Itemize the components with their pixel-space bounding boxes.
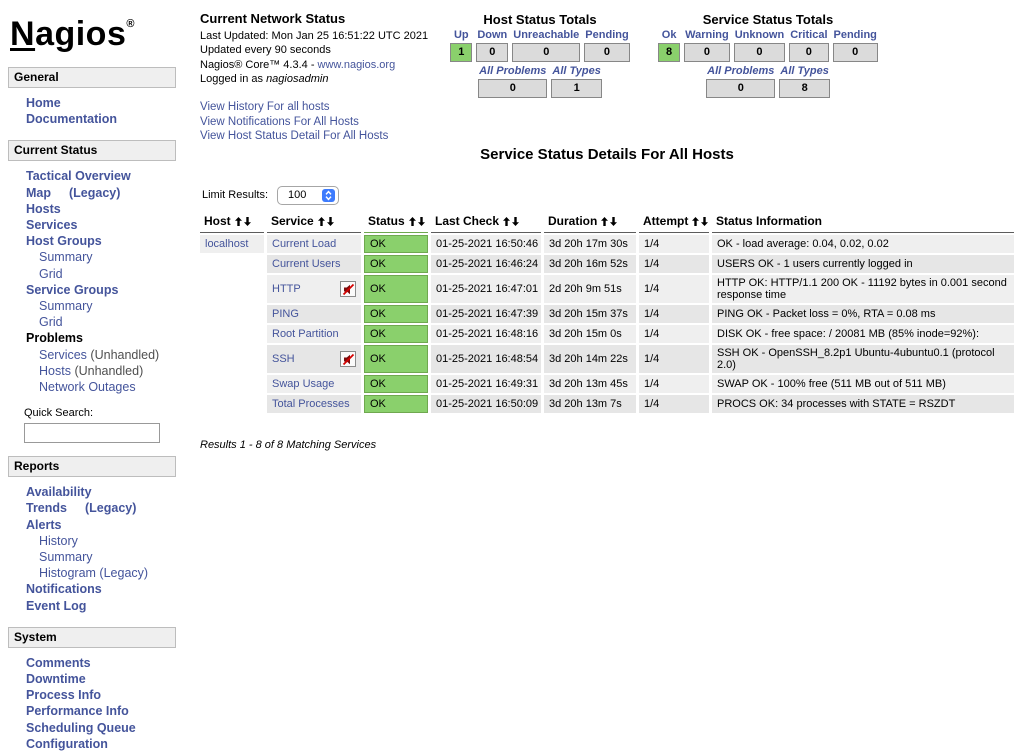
attempt-cell: 1/4 xyxy=(639,305,709,323)
service-link[interactable]: Current Users xyxy=(272,258,341,270)
service-cell xyxy=(267,325,361,343)
sidebar-item-alert-summary[interactable]: Summary xyxy=(39,550,93,565)
status-cell: OK xyxy=(364,325,428,343)
nav-current-status xyxy=(0,168,184,395)
host-unreachable-count[interactable]: 0 xyxy=(512,43,580,62)
header-host: Host xyxy=(200,212,264,233)
host-up-count[interactable]: 1 xyxy=(450,43,472,62)
service-totals-table xyxy=(655,28,881,64)
status-cell: OK xyxy=(364,255,428,273)
sidebar-item-home[interactable]: Home xyxy=(26,96,61,110)
sort-asc-icon[interactable] xyxy=(318,217,325,226)
service-all-problems-label: All Problems xyxy=(707,65,775,77)
table-row xyxy=(200,255,1014,273)
quick-search-input[interactable] xyxy=(24,423,160,443)
service-warning-count[interactable]: 0 xyxy=(684,43,730,62)
host-pending-label: Pending xyxy=(585,29,629,41)
host-all-problems-label: All Problems xyxy=(479,65,547,77)
version-line: Nagios® Core™ 4.3.4 - www.nagios.org xyxy=(200,58,396,71)
service-cell xyxy=(267,275,361,303)
host-pending-count[interactable]: 0 xyxy=(584,43,629,62)
service-ok-label: Ok xyxy=(661,29,677,41)
host-all-problems-count[interactable]: 0 xyxy=(478,79,547,98)
host-down-label: Down xyxy=(477,29,508,41)
sort-desc-icon[interactable] xyxy=(512,217,519,226)
last-check-cell: 01-25-2021 16:48:16 xyxy=(431,325,541,343)
sidebar-item-alert-history[interactable]: History xyxy=(39,533,78,548)
limit-results-row xyxy=(202,185,1014,205)
service-ok-count[interactable]: 8 xyxy=(658,43,680,62)
table-header-row xyxy=(200,212,1014,233)
host-cell xyxy=(200,325,264,343)
host-totals-summary-table xyxy=(475,64,605,100)
host-cell xyxy=(200,305,264,323)
select-stepper-icon xyxy=(322,189,335,202)
header-status-information: Status Information xyxy=(712,212,1014,233)
sidebar-item-service-groups[interactable]: Service Groups xyxy=(26,282,119,297)
table-row xyxy=(200,325,1014,343)
sidebar-item-documentation[interactable]: Documentation xyxy=(26,112,117,127)
last-check-cell: 01-25-2021 16:46:24 xyxy=(431,255,541,273)
section-general: General xyxy=(8,67,176,88)
main-content xyxy=(200,146,1014,451)
sort-desc-icon[interactable] xyxy=(610,217,617,226)
host-cell xyxy=(200,395,264,413)
header-duration: Duration xyxy=(544,212,636,233)
sidebar-item-map[interactable]: Map xyxy=(26,185,51,200)
host-all-types-count[interactable]: 1 xyxy=(551,79,602,98)
service-cell xyxy=(267,255,361,273)
service-cell xyxy=(267,305,361,323)
sort-asc-icon[interactable] xyxy=(692,217,699,226)
registered-mark: ® xyxy=(126,18,135,30)
service-link[interactable]: Root Partition xyxy=(272,328,339,340)
nav-system xyxy=(0,655,184,752)
table-row xyxy=(200,395,1014,413)
table-row xyxy=(200,305,1014,323)
status-info-cell: OK - load average: 0.04, 0.02, 0.02 xyxy=(712,235,1014,253)
results-count: Results 1 - 8 of 8 Matching Services xyxy=(200,439,377,451)
notifications-disabled-icon[interactable] xyxy=(340,281,356,297)
logged-in-line: Logged in as nagiosadmin xyxy=(200,73,329,86)
sidebar-item-network-outages[interactable]: Network Outages xyxy=(39,380,136,395)
sidebar-item-hosts[interactable]: Hosts xyxy=(26,201,61,216)
sidebar-item-notifications[interactable]: Notifications xyxy=(26,582,102,597)
sidebar-item-performance-info[interactable]: Performance Info xyxy=(26,704,129,719)
attempt-cell: 1/4 xyxy=(639,275,709,303)
sidebar-item-availability[interactable]: Availability xyxy=(26,485,92,500)
service-warning-label: Warning xyxy=(685,29,729,41)
sidebar-item-alerts[interactable]: Alerts xyxy=(26,517,62,532)
last-check-cell: 01-25-2021 16:49:31 xyxy=(431,375,541,393)
sidebar-item-servicegroup-grid[interactable]: Grid xyxy=(39,315,63,330)
current-network-status xyxy=(200,12,450,144)
sidebar-item-trends-legacy[interactable]: (Legacy) xyxy=(85,501,137,516)
nav-general xyxy=(0,95,184,127)
last-updated: Last Updated: Mon Jan 25 16:51:22 UTC 2021 xyxy=(200,29,429,42)
view-history-link[interactable]: View History For all hosts xyxy=(200,100,330,113)
sort-desc-icon[interactable] xyxy=(327,217,334,226)
service-critical-label: Critical xyxy=(790,29,828,41)
limit-results-value: 100 xyxy=(288,189,307,201)
service-critical-count[interactable]: 0 xyxy=(789,43,828,62)
status-info-cell: SWAP OK - 100% free (511 MB out of 511 MB) xyxy=(712,375,1014,393)
host-totals-table xyxy=(447,28,632,64)
service-link[interactable]: Swap Usage xyxy=(272,378,335,390)
sort-asc-icon[interactable] xyxy=(601,217,608,226)
service-totals-summary-table xyxy=(703,64,833,100)
service-link[interactable]: SSH xyxy=(272,353,295,365)
status-info-cell: SSH OK - OpenSSH_8.2p1 Ubuntu-4ubuntu0.1 (protocol 2.0) xyxy=(712,345,1014,373)
status-info-cell: PROCS OK: 34 processes with STATE = RSZDT xyxy=(712,395,1014,413)
status-info-cell: USERS OK - 1 users currently logged in xyxy=(712,255,1014,273)
sort-asc-icon[interactable] xyxy=(503,217,510,226)
host-cell xyxy=(200,255,264,273)
view-host-status-detail-link[interactable]: View Host Status Detail For All Hosts xyxy=(200,130,389,143)
limit-results-select[interactable] xyxy=(277,186,339,205)
sidebar-item-trends[interactable]: Trends xyxy=(26,501,67,516)
host-totals-title: Host Status Totals xyxy=(483,12,597,27)
network-status-title: Current Network Status xyxy=(200,11,346,26)
status-cell: OK xyxy=(364,345,428,373)
last-check-cell: 01-25-2021 16:50:09 xyxy=(431,395,541,413)
status-info-cell: HTTP OK: HTTP/1.1 200 OK - 11192 bytes in 0.001 second response time xyxy=(712,275,1014,303)
duration-cell: 3d 20h 14m 22s xyxy=(544,345,636,373)
sort-asc-icon[interactable] xyxy=(409,217,416,226)
service-status-table xyxy=(200,212,1014,413)
service-totals-title: Service Status Totals xyxy=(702,12,834,27)
page-title: Service Status Details For All Hosts xyxy=(480,146,734,163)
update-interval: Updated every 90 seconds xyxy=(200,44,331,57)
service-link[interactable]: PING xyxy=(272,308,299,320)
host-link[interactable]: localhost xyxy=(205,238,249,250)
host-unreachable-label: Unreachable xyxy=(513,29,580,41)
last-check-cell: 01-25-2021 16:48:54 xyxy=(431,345,541,373)
header-last-check: Last Check xyxy=(431,212,541,233)
table-row xyxy=(200,235,1014,253)
host-cell xyxy=(200,345,264,373)
host-all-types-label: All Types xyxy=(552,65,601,77)
duration-cell: 2d 20h 9m 51s xyxy=(544,275,636,303)
quick-search-label: Quick Search: xyxy=(24,407,94,420)
service-all-problems-count[interactable]: 0 xyxy=(706,79,775,98)
header-status: Status xyxy=(364,212,428,233)
service-all-types-count[interactable]: 8 xyxy=(779,79,830,98)
sidebar-item-services[interactable]: Services xyxy=(26,218,78,233)
section-current-status: Current Status xyxy=(8,140,176,161)
sidebar-item-hostgroup-grid[interactable]: Grid xyxy=(39,266,63,281)
sidebar-item-hostgroup-summary[interactable]: Summary xyxy=(39,250,93,265)
service-link[interactable]: HTTP xyxy=(272,283,301,295)
attempt-cell: 1/4 xyxy=(639,345,709,373)
attempt-cell: 1/4 xyxy=(639,235,709,253)
last-check-cell: 01-25-2021 16:50:46 xyxy=(431,235,541,253)
status-cell: OK xyxy=(364,375,428,393)
service-cell xyxy=(267,395,361,413)
status-cell: OK xyxy=(364,275,428,303)
sort-desc-icon[interactable] xyxy=(244,217,251,226)
service-status-totals xyxy=(650,12,886,100)
table-row xyxy=(200,275,1014,303)
sidebar-item-downtime[interactable]: Downtime xyxy=(26,672,86,687)
host-status-totals xyxy=(440,12,640,100)
attempt-cell: 1/4 xyxy=(639,325,709,343)
service-pending-label: Pending xyxy=(833,29,877,41)
status-cell: OK xyxy=(364,305,428,323)
view-links xyxy=(200,100,450,144)
service-cell xyxy=(267,345,361,373)
attempt-cell: 1/4 xyxy=(639,375,709,393)
sort-desc-icon[interactable] xyxy=(418,217,425,226)
service-unknown-count[interactable]: 0 xyxy=(734,43,786,62)
host-up-label: Up xyxy=(453,29,469,41)
duration-cell: 3d 20h 17m 30s xyxy=(544,235,636,253)
service-cell xyxy=(267,235,361,253)
sidebar-item-alert-histogram[interactable]: Histogram (Legacy) xyxy=(39,566,149,581)
sidebar-item-comments[interactable]: Comments xyxy=(26,655,91,670)
header-attempt: Attempt xyxy=(639,212,709,233)
status-info-cell: DISK OK - free space: / 20081 MB (85% inode=92%): xyxy=(712,325,1014,343)
last-check-cell: 01-25-2021 16:47:01 xyxy=(431,275,541,303)
sidebar-label-problems: Problems xyxy=(26,331,83,346)
duration-cell: 3d 20h 13m 45s xyxy=(544,375,636,393)
service-link[interactable]: Current Load xyxy=(272,238,337,250)
unhandled-suffix[interactable]: (Unhandled) xyxy=(74,363,144,378)
service-link[interactable]: Total Processes xyxy=(272,398,350,410)
sidebar-item-process-info[interactable]: Process Info xyxy=(26,688,102,703)
service-cell xyxy=(267,375,361,393)
sidebar xyxy=(0,0,184,752)
duration-cell: 3d 20h 16m 52s xyxy=(544,255,636,273)
host-cell xyxy=(200,275,264,303)
status-cell: OK xyxy=(364,235,428,253)
sidebar-item-servicegroup-summary[interactable]: Summary xyxy=(39,299,93,314)
unhandled-suffix[interactable]: (Unhandled) xyxy=(90,347,160,362)
section-system: System xyxy=(8,627,176,648)
sidebar-item-tactical-overview[interactable]: Tactical Overview xyxy=(26,169,131,184)
sidebar-item-configuration[interactable]: Configuration xyxy=(26,736,108,751)
last-check-cell: 01-25-2021 16:47:39 xyxy=(431,305,541,323)
status-info-cell: PING OK - Packet loss = 0%, RTA = 0.08 ms xyxy=(712,305,1014,323)
sidebar-item-hosts-unhandled[interactable]: Hosts xyxy=(39,363,71,378)
logo-text: N xyxy=(10,15,36,53)
service-unknown-label: Unknown xyxy=(734,29,785,41)
duration-cell: 3d 20h 13m 7s xyxy=(544,395,636,413)
sidebar-item-map-legacy[interactable]: (Legacy) xyxy=(69,185,121,200)
section-reports: Reports xyxy=(8,456,176,477)
logged-in-user: nagiosadmin xyxy=(266,73,329,86)
view-notifications-link[interactable]: View Notifications For All Hosts xyxy=(200,115,359,128)
nagios-logo: Nagios® xyxy=(10,15,135,53)
table-row xyxy=(200,345,1014,373)
attempt-cell: 1/4 xyxy=(639,395,709,413)
sidebar-item-host-groups[interactable]: Host Groups xyxy=(26,234,102,249)
sort-asc-icon[interactable] xyxy=(235,217,242,226)
duration-cell: 3d 20h 15m 0s xyxy=(544,325,636,343)
host-cell xyxy=(200,375,264,393)
host-down-count[interactable]: 0 xyxy=(476,43,508,62)
table-row xyxy=(200,375,1014,393)
service-all-types-label: All Types xyxy=(780,65,829,77)
sort-desc-icon[interactable] xyxy=(701,217,708,226)
duration-cell: 3d 20h 15m 37s xyxy=(544,305,636,323)
sidebar-item-scheduling-queue[interactable]: Scheduling Queue xyxy=(26,720,136,735)
nav-reports xyxy=(0,484,184,614)
attempt-cell: 1/4 xyxy=(639,255,709,273)
sidebar-item-services-unhandled[interactable]: Services xyxy=(39,347,87,362)
sidebar-item-event-log[interactable]: Event Log xyxy=(26,598,87,613)
header-service: Service xyxy=(267,212,361,233)
nagios-org-link[interactable]: www.nagios.org xyxy=(317,58,396,71)
limit-results-label: Limit Results: xyxy=(202,189,269,201)
service-pending-count[interactable]: 0 xyxy=(833,43,878,62)
status-cell: OK xyxy=(364,395,428,413)
host-cell xyxy=(200,235,264,253)
notifications-disabled-icon[interactable] xyxy=(340,351,356,367)
